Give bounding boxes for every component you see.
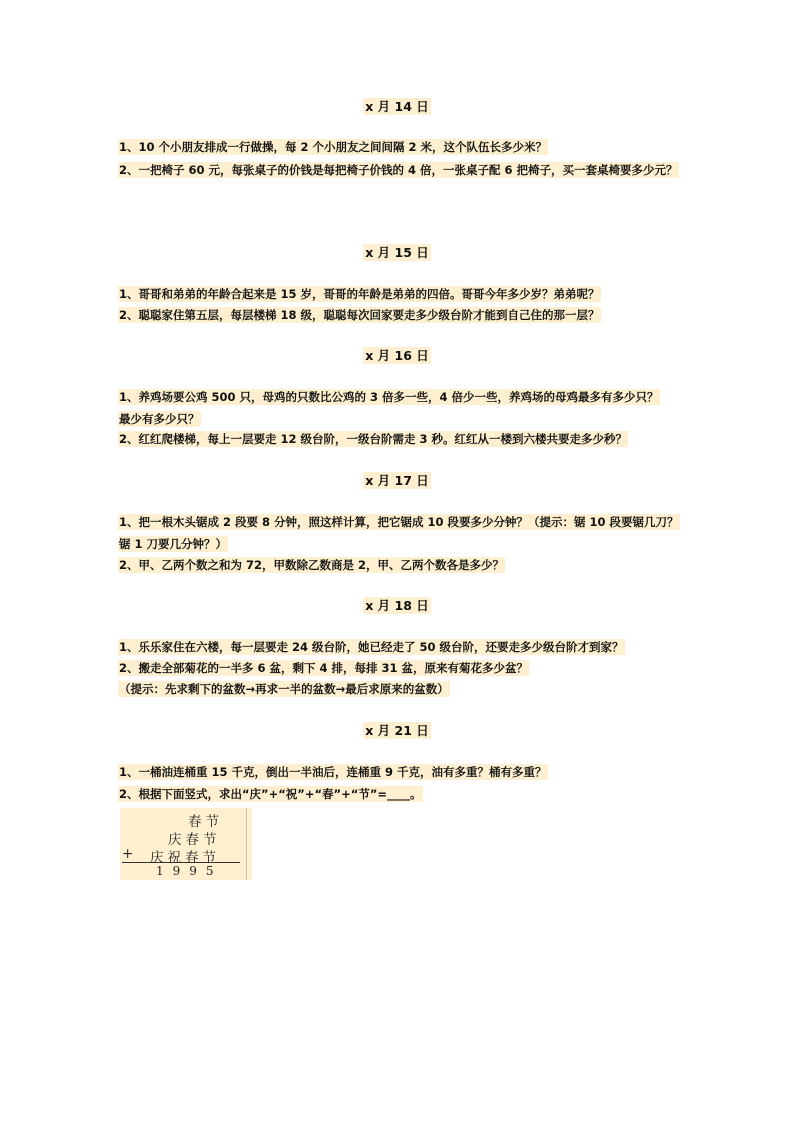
question-line: 2、甲、乙两个数之和为 72，甲数除乙数商是 2，甲、乙两个数各是多少？ (119, 558, 505, 572)
question-line: 2、一把椅子 60 元，每张桌子的价钱是每把椅子价钱的 4 倍，一张桌子配 6 把椅子，买一套桌椅要多少元？ (119, 163, 678, 177)
section-title: x 月 14 日 (365, 99, 429, 114)
question-line: 2、红红爬楼梯，每上一层要走 12 级台阶，一级台阶需走 3 秒。红红从一楼到六楼共要走多少秒？ (119, 432, 628, 446)
hint-line: （提示：先求剩下的盆数→再求一半的盆数→最后求原来的盆数） (119, 682, 449, 696)
question-line: 1、10 个小朋友排成一行做操，每 2 个小朋友之间间隔 2 米，这个队伍长多少米？ (119, 140, 548, 154)
puzzle-edge (246, 808, 247, 880)
section-title: x 月 16 日 (365, 348, 429, 363)
puzzle-result: 1995 (156, 864, 223, 878)
section-title: x 月 15 日 (365, 245, 429, 260)
question-line: 1、把一根木头锯成 2 段要 8 分钟，照这样计算，把它锯成 10 段要多少分钟？（提示：锯 10 段要锯几刀？ (119, 515, 679, 529)
question-line: 锯 1 刀要几分钟？） (119, 537, 228, 551)
vertical-addition-puzzle (120, 808, 252, 880)
question-line: 1、一桶油连桶重 15 千克，倒出一半油后，连桶重 9 千克，油有多重？桶有多重？ (119, 765, 547, 779)
question-line: 2、聪聪家住第五层，每层楼梯 18 级，聪聪每次回家要走多少级台阶才能到自己住的那一层？ (119, 308, 600, 322)
question-line: 1、哥哥和弟弟的年龄合起来是 15 岁，哥哥的年龄是弟弟的四倍。哥哥今年多少岁？弟弟呢？ (119, 287, 600, 301)
puzzle-row-3: 庆祝春节 (150, 850, 220, 866)
section-title: x 月 18 日 (365, 598, 429, 613)
puzzle-row-1: 春节 (188, 814, 223, 830)
question-line: 2、根据下面竖式，求出“庆”+“祝”+“春”+“节”=____。 (119, 787, 422, 801)
puzzle-plus-sign: + (122, 846, 138, 862)
puzzle-row-2: 庆春节 (168, 832, 221, 848)
sum-rule (122, 862, 240, 863)
question-line: 2、搬走全部菊花的一半多 6 盆，剩下 4 排，每排 31 盆，原来有菊花多少盆？ (119, 661, 529, 675)
question-line: 最少有多少只？ (119, 412, 200, 426)
section-title: x 月 17 日 (365, 473, 429, 488)
question-line: 1、乐乐家住在六楼，每一层要走 24 级台阶，她已经走了 50 级台阶，还要走多少级台阶才到家？ (119, 640, 624, 654)
section-title: x 月 21 日 (365, 723, 429, 738)
question-line: 1、养鸡场要公鸡 500 只，母鸡的只数比公鸡的 3 倍多一些，4 倍少一些，养鸡场的母鸡最多有多少只？ (119, 390, 659, 404)
